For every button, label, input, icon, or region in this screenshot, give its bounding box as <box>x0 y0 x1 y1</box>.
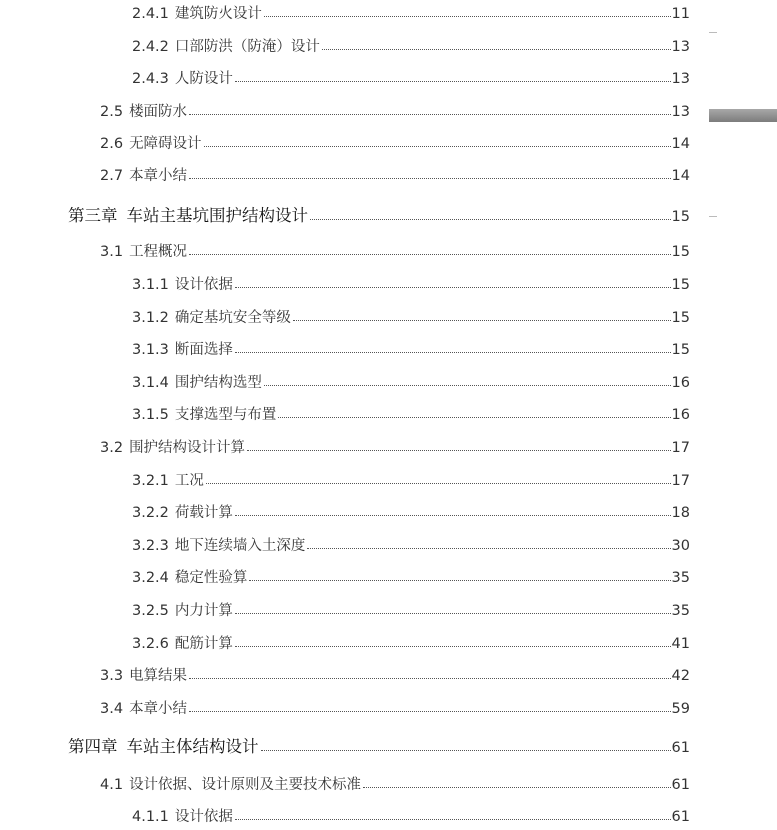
dot-leader <box>235 632 671 647</box>
toc-title: 建筑防火设计 <box>174 6 262 22</box>
toc-page-number: 15 <box>671 277 690 293</box>
toc-number: 4.1.1 <box>132 809 169 825</box>
toc-section-entry[interactable] <box>100 697 690 717</box>
scroll-indicator <box>709 109 777 122</box>
toc-number: 第四章 <box>68 737 118 756</box>
toc-title: 支撑选型与布置 <box>174 407 277 423</box>
dot-leader <box>261 733 671 751</box>
toc-number: 2.6 <box>100 136 124 152</box>
toc-page-number: 13 <box>671 104 690 120</box>
toc-page-number: 15 <box>671 310 690 326</box>
toc-number: 3.2.1 <box>132 473 169 489</box>
toc-page-number: 42 <box>671 668 690 684</box>
toc-number: 3.2.3 <box>132 538 169 554</box>
toc-title: 人防设计 <box>174 71 233 87</box>
toc-title: 楼面防水 <box>129 104 188 120</box>
toc-page-number: 13 <box>671 39 690 55</box>
margin-tick <box>709 32 717 33</box>
dot-leader <box>235 273 671 288</box>
toc-chapter-entry[interactable] <box>68 733 690 757</box>
toc-title: 荷载计算 <box>174 505 233 521</box>
dot-leader <box>189 240 670 255</box>
toc-section-entry[interactable] <box>132 566 690 586</box>
toc-number: 3.4 <box>100 701 124 717</box>
toc-page-number: 16 <box>671 375 690 391</box>
toc-section-entry[interactable] <box>132 338 690 358</box>
toc-title: 配筋计算 <box>174 636 233 652</box>
toc-page-number: 15 <box>671 342 690 358</box>
toc-section-entry[interactable] <box>132 371 690 391</box>
toc-title: 车站主体结构设计 <box>126 737 259 756</box>
toc-title: 车站主基坑围护结构设计 <box>126 206 308 225</box>
toc-page-number: 61 <box>671 777 690 793</box>
toc-section-entry[interactable] <box>132 534 690 554</box>
toc-section-entry[interactable] <box>100 664 690 684</box>
toc-title: 本章小结 <box>129 168 188 184</box>
toc-section-entry[interactable] <box>100 436 690 456</box>
toc-title: 电算结果 <box>129 668 188 684</box>
toc-section-entry[interactable] <box>132 403 690 423</box>
toc-page-number: 16 <box>671 407 690 423</box>
toc-section-entry[interactable] <box>132 469 690 489</box>
dot-leader <box>278 403 670 418</box>
toc-title: 工程概况 <box>129 244 188 260</box>
toc-section-entry[interactable] <box>100 240 690 260</box>
dot-leader <box>206 469 671 484</box>
toc-section-entry[interactable] <box>100 164 690 184</box>
toc-page-number: 35 <box>671 603 690 619</box>
dot-leader <box>293 306 671 321</box>
toc-page-number: 15 <box>671 244 690 260</box>
toc-title: 设计依据 <box>174 277 233 293</box>
toc-page-number: 13 <box>671 71 690 87</box>
toc-title: 口部防洪（防淹）设计 <box>174 39 320 55</box>
toc-title: 无障碍设计 <box>129 136 202 152</box>
dot-leader <box>235 501 671 516</box>
margin-tick <box>709 216 717 217</box>
toc-title: 设计依据 <box>174 809 233 825</box>
dot-leader <box>322 35 671 50</box>
toc-page-number: 61 <box>671 809 690 825</box>
toc-number: 4.1 <box>100 777 124 793</box>
toc-page-number: 30 <box>671 538 690 554</box>
dot-leader <box>264 371 671 386</box>
toc-number: 2.4.1 <box>132 6 169 22</box>
toc-number: 3.1.1 <box>132 277 169 293</box>
toc-number: 3.2 <box>100 440 124 456</box>
toc-number: 2.5 <box>100 104 124 120</box>
toc-page-number: 17 <box>671 440 690 456</box>
dot-leader <box>264 2 671 17</box>
toc-section-entry[interactable] <box>100 100 690 120</box>
dot-leader <box>189 664 670 679</box>
dot-leader <box>189 697 670 712</box>
toc-title: 本章小结 <box>129 701 188 717</box>
toc-section-entry[interactable] <box>132 306 690 326</box>
dot-leader <box>249 566 670 581</box>
dot-leader <box>189 164 670 179</box>
toc-title: 围护结构设计计算 <box>129 440 246 456</box>
toc-number: 3.2.6 <box>132 636 169 652</box>
toc-number: 2.4.2 <box>132 39 169 55</box>
dot-leader <box>247 436 670 451</box>
toc-number: 3.1.5 <box>132 407 169 423</box>
toc-number: 第三章 <box>68 206 118 225</box>
toc-section-entry[interactable] <box>132 805 690 825</box>
toc-number: 3.3 <box>100 668 124 684</box>
toc-title: 确定基坑安全等级 <box>174 310 291 326</box>
dot-leader <box>235 67 671 82</box>
toc-page-number: 18 <box>671 505 690 521</box>
toc-page-number: 59 <box>671 701 690 717</box>
toc-title: 内力计算 <box>174 603 233 619</box>
toc-number: 3.2.4 <box>132 570 169 586</box>
toc-section-entry[interactable] <box>132 273 690 293</box>
toc-number: 2.4.3 <box>132 71 169 87</box>
toc-title: 围护结构选型 <box>174 375 262 391</box>
dot-leader <box>363 773 670 788</box>
toc-page-number: 14 <box>671 136 690 152</box>
dot-leader <box>310 202 671 220</box>
toc-page-number: 61 <box>671 740 690 756</box>
toc-number: 3.2.5 <box>132 603 169 619</box>
toc-section-entry[interactable] <box>132 35 690 55</box>
toc-title: 断面选择 <box>174 342 233 358</box>
toc-section-entry[interactable] <box>132 632 690 652</box>
dot-leader <box>189 100 670 115</box>
toc-number: 2.7 <box>100 168 124 184</box>
dot-leader <box>235 805 671 820</box>
toc-page-number: 41 <box>671 636 690 652</box>
dot-leader <box>235 599 671 614</box>
toc-section-entry[interactable] <box>132 67 690 87</box>
toc-number: 3.1 <box>100 244 124 260</box>
toc-section-entry[interactable] <box>132 2 690 22</box>
toc-section-entry[interactable] <box>100 132 690 152</box>
toc-page-number: 15 <box>671 209 690 225</box>
toc-title: 设计依据、设计原则及主要技术标准 <box>129 777 362 793</box>
toc-number: 3.1.4 <box>132 375 169 391</box>
dot-leader <box>307 534 670 549</box>
dot-leader <box>235 338 671 353</box>
toc-number: 3.1.3 <box>132 342 169 358</box>
toc-page-number: 11 <box>671 6 690 22</box>
toc-number: 3.1.2 <box>132 310 169 326</box>
toc-title: 稳定性验算 <box>174 570 248 586</box>
toc-page-number: 35 <box>671 570 690 586</box>
toc-page-number: 17 <box>671 473 690 489</box>
toc-page-number: 14 <box>671 168 690 184</box>
toc-title: 工况 <box>174 473 204 489</box>
dot-leader <box>204 132 671 147</box>
toc-chapter-entry[interactable] <box>68 202 690 226</box>
toc-number: 3.2.2 <box>132 505 169 521</box>
toc-section-entry[interactable] <box>100 773 690 793</box>
toc-section-entry[interactable] <box>132 599 690 619</box>
toc-title: 地下连续墙入土深度 <box>174 538 306 554</box>
toc-section-entry[interactable] <box>132 501 690 521</box>
